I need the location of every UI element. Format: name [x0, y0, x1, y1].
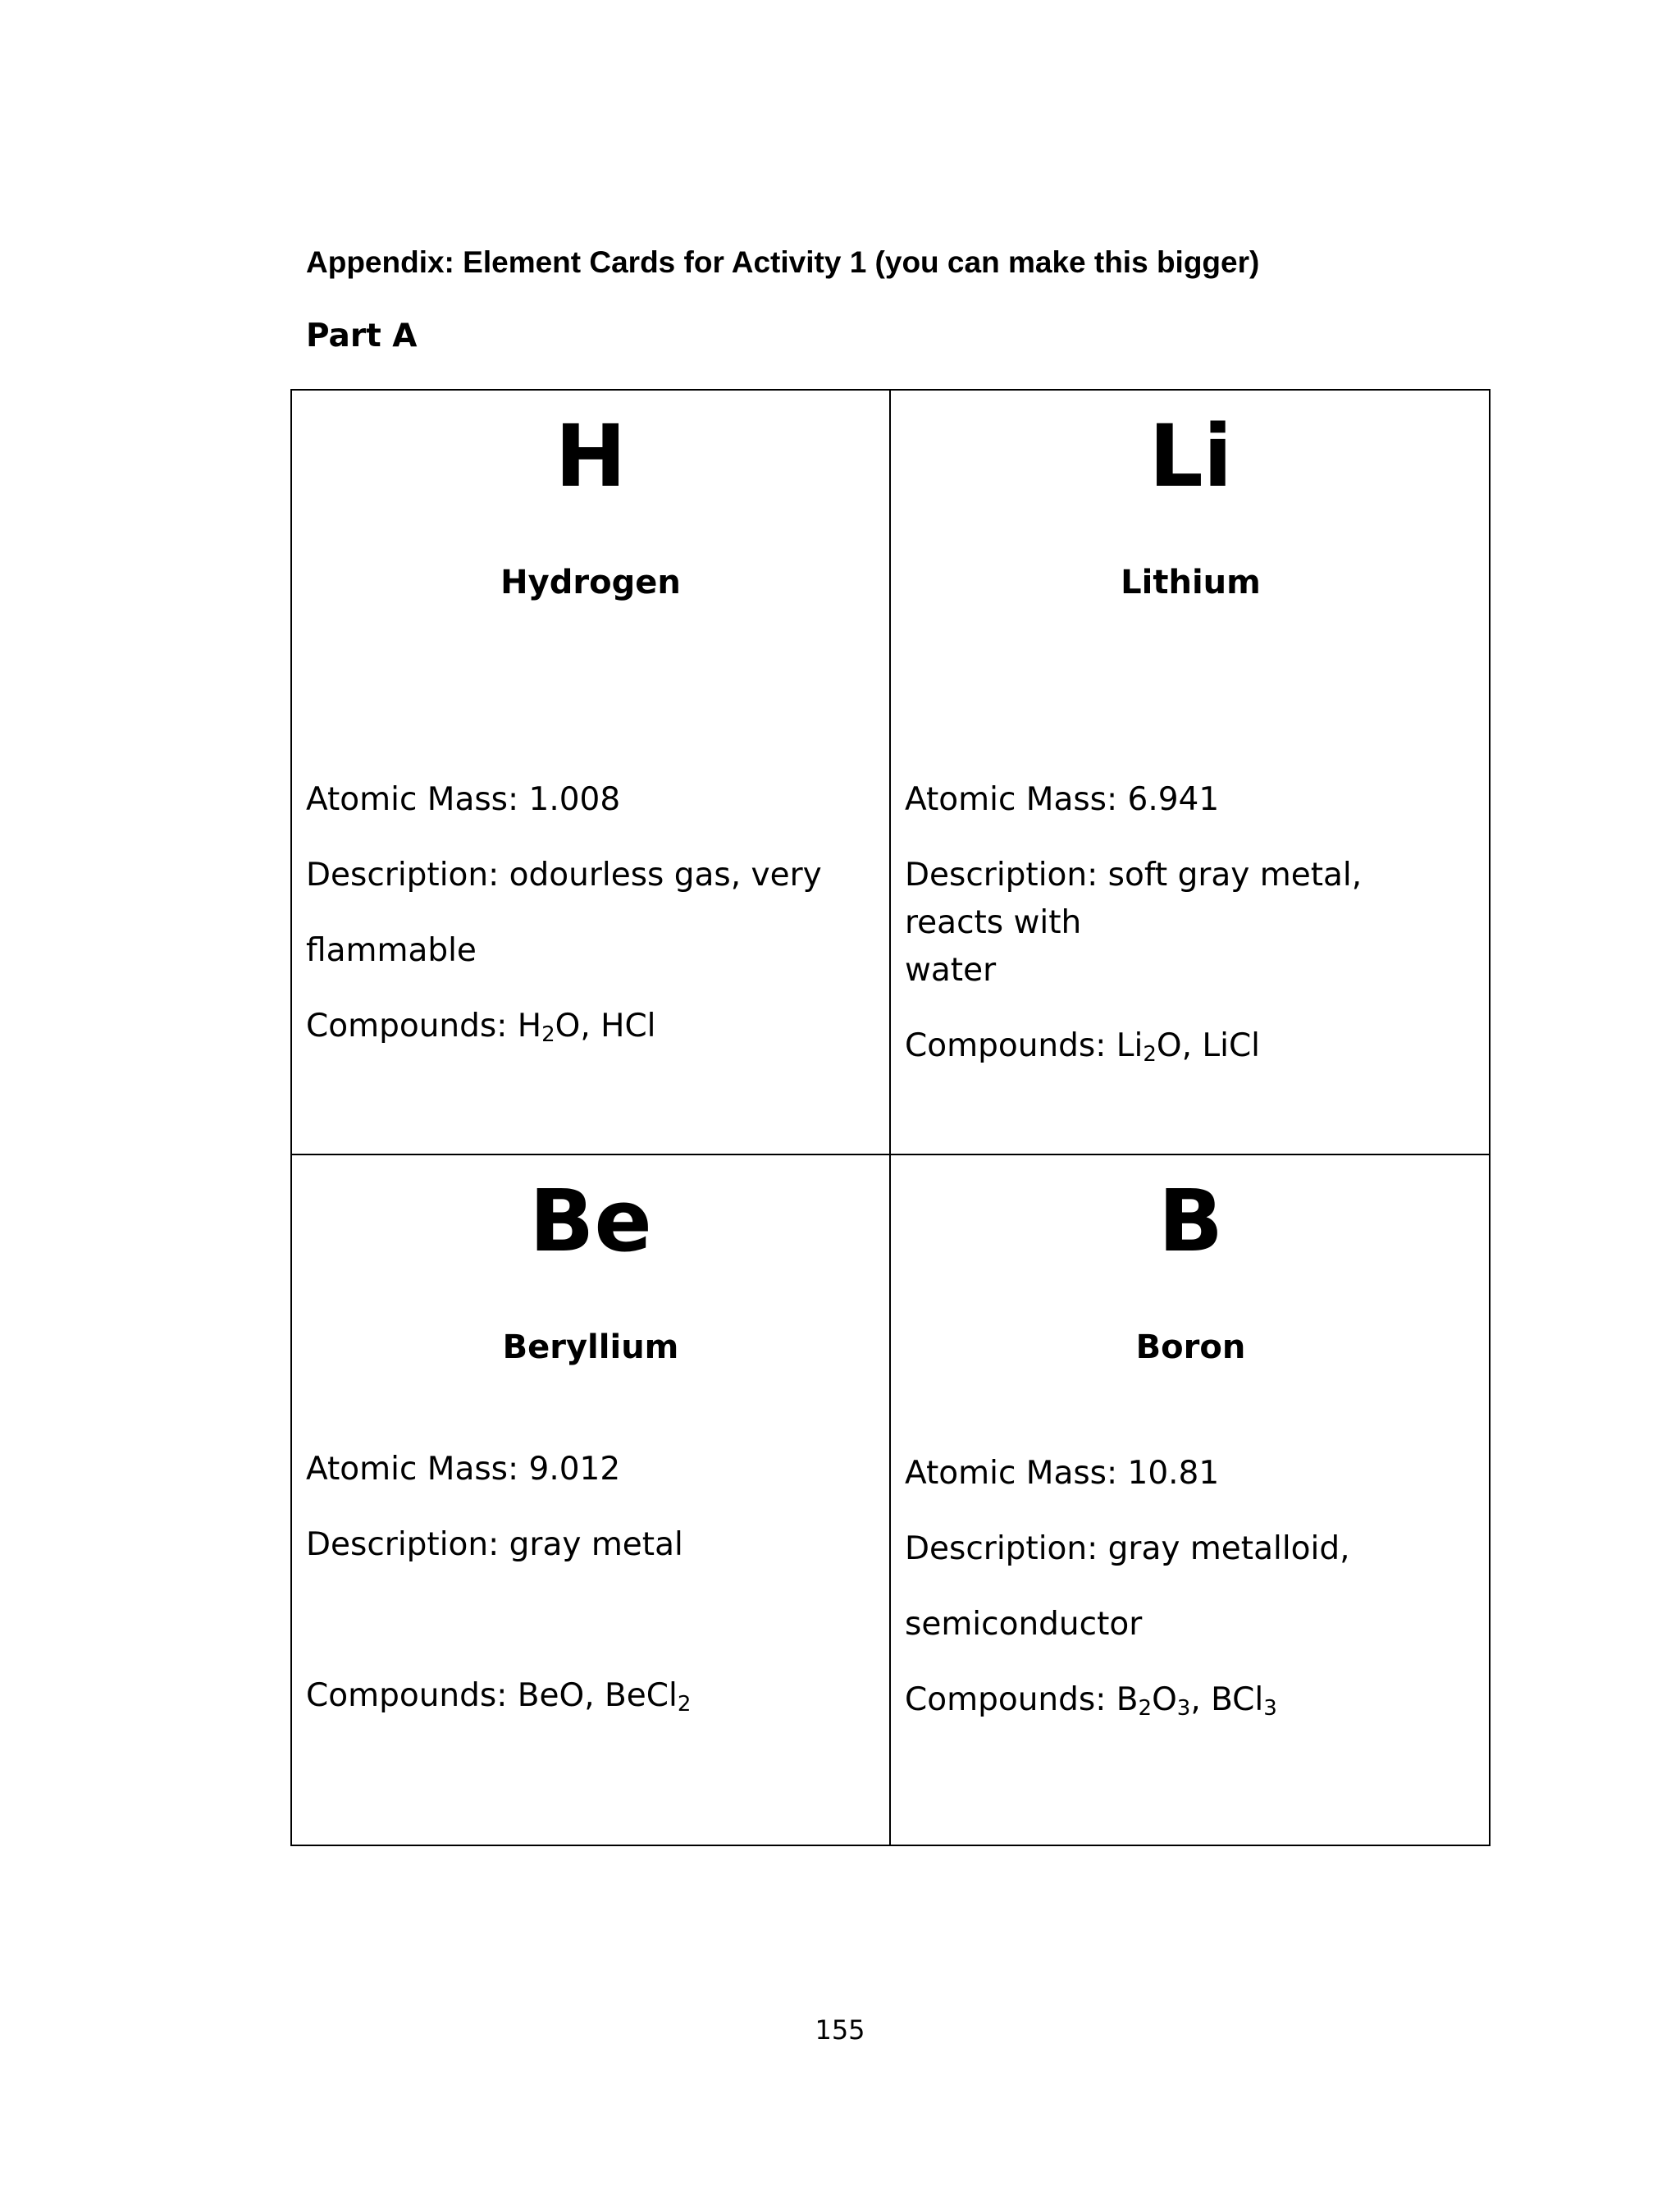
compound-formula: Li — [1116, 1027, 1144, 1064]
compounds-label: Compounds: — [306, 1677, 518, 1714]
page-number: 155 — [815, 2014, 865, 2046]
formula-subscript: 2 — [541, 1022, 555, 1047]
compounds — [905, 1676, 1466, 1724]
compounds-label: Compounds: — [905, 1681, 1116, 1718]
compound-formula: H — [517, 1008, 542, 1045]
compound-formula: O — [1152, 1681, 1177, 1718]
description: Description: gray metal — [306, 1526, 683, 1563]
formula-subscript: 2 — [1143, 1042, 1157, 1067]
formula-subscript: 2 — [677, 1692, 692, 1717]
element-symbol: B — [1157, 1171, 1224, 1271]
compounds — [905, 1022, 1466, 1070]
element-name: Boron — [1135, 1328, 1246, 1366]
atomic-mass: Atomic Mass: 9.012 — [306, 1451, 621, 1488]
compound-formula: HCl — [600, 1008, 656, 1045]
compounds — [306, 1003, 865, 1050]
element-name: Hydrogen — [500, 564, 681, 601]
formula-subscript: 3 — [1176, 1696, 1191, 1721]
element-details — [306, 1446, 865, 1748]
compounds-label: Compounds: — [306, 1008, 518, 1045]
formula-subscript: 3 — [1263, 1696, 1277, 1721]
element-symbol: Be — [529, 1171, 652, 1271]
compound-separator: , — [584, 1677, 605, 1714]
element-card-lithium — [891, 391, 1491, 1154]
element-name: Lithium — [1121, 564, 1261, 601]
compound-separator: , — [580, 1008, 601, 1045]
compounds-label: Compounds: — [905, 1027, 1116, 1064]
atomic-mass: Atomic Mass: 1.008 — [306, 781, 621, 818]
formula-subscript: 2 — [1138, 1696, 1153, 1721]
atomic-mass: Atomic Mass: 10.81 — [905, 1455, 1220, 1492]
element-details — [905, 776, 1466, 1098]
compound-separator: , — [1190, 1681, 1212, 1718]
element-details — [306, 776, 865, 1078]
description — [306, 852, 865, 975]
description-line: Description: odourless gas, very — [306, 857, 822, 894]
compound-formula: LiCl — [1202, 1027, 1261, 1064]
element-symbol: Li — [1148, 406, 1233, 506]
compounds — [306, 1672, 865, 1720]
compound-formula: O — [1156, 1027, 1182, 1064]
compound-formula: B — [1116, 1681, 1139, 1718]
compound-formula: BeCl — [605, 1677, 678, 1714]
description-continued: water — [905, 952, 997, 989]
compound-formula: BCl — [1211, 1681, 1264, 1718]
description — [905, 852, 1466, 947]
compound-separator: , — [1181, 1027, 1203, 1064]
description-line: Description: soft gray metal, reacts with — [905, 857, 1363, 941]
element-card-hydrogen — [292, 391, 889, 1154]
element-cards-table — [290, 389, 1491, 1846]
description: Description: gray metalloid, — [905, 1530, 1350, 1567]
compound-formula: BeO — [517, 1677, 585, 1714]
appendix-heading: Appendix: Element Cards for Activity 1 (you can make this bigger) — [306, 245, 1260, 279]
description-line: flammable — [306, 932, 477, 969]
element-symbol: H — [555, 406, 627, 506]
element-details — [905, 1450, 1466, 1752]
atomic-mass: Atomic Mass: 6.941 — [905, 781, 1220, 818]
element-card-beryllium — [292, 1155, 889, 1846]
element-name: Beryllium — [502, 1328, 679, 1366]
compound-formula: O — [555, 1008, 581, 1045]
element-card-boron — [891, 1155, 1491, 1846]
description-continued: semiconductor — [905, 1606, 1143, 1643]
part-label: Part A — [306, 318, 418, 354]
